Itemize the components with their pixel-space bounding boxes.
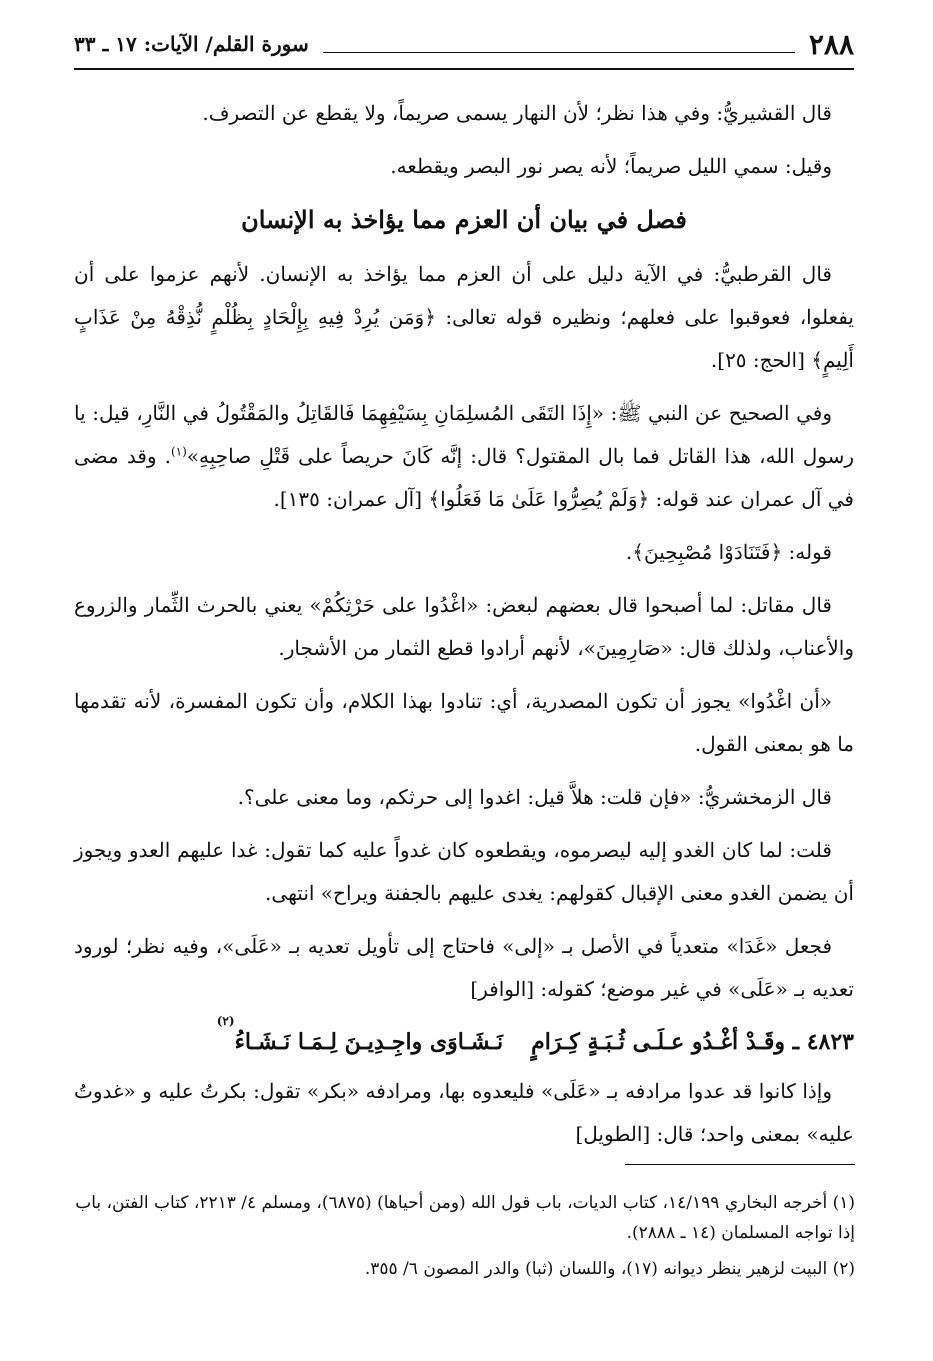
paragraph: قال مقاتل: لما أصبحوا قال بعضهم لبعض: «اغْدُوا على حَرْثِكُمْ» يعني بالحرث الثِّمار والزروع والأعناب، ولذلك قال: «صَارِمِينَ»، لأنهم أرادوا قطع الثمار من الأشجار.: [74, 593, 854, 660]
paragraph: وإذا كانوا قد عدوا مرادفه بـ «عَلَى» فليعدوه بها، ومرادفه «بكر» تقول: بكرتُ عليه و «غدوتُ عليه» بمعنى واحد؛ قال: [الطويل]: [74, 1079, 854, 1146]
main-text: [74, 92, 854, 1156]
page: [74, 20, 854, 1166]
paragraph: قلت: لما كان الغدو إليه ليصرموه، ويقطعوه كان غدواً عليه كما تقول: غدا عليهم العدو ويجوز أن يضمن الغدو معنى الإقبال كقولهم: يغدى عليهم بالجفنة ويراح» انتهى.: [74, 838, 854, 905]
footnote: (٢) البيت لزهير ينظر ديوانه (١٧)، واللسان (ثبا) والدر المصون ٦/ ٣٥٥.: [364, 1259, 855, 1279]
paragraph: فجعل «غَدَا» متعدياً في الأصل بـ «إلى» فاحتاج إلى تأويل تعديه بـ «عَلَى»، وفيه نظر؛ لورود تعديه بـ «عَلَى» في غير موضع؛ كقوله: [الوافر]: [74, 934, 854, 1001]
footnote-ref: (٢): [216, 1014, 235, 1028]
paragraph: قال القرطبيُّ: في الآية دليل على أن العزم مما يؤاخذ به الإنسان. لأنهم عزموا على أن يفعلوا، فعوقبوا على فعلهم؛ ونظيره قوله تعالى: ﴿وَمَن يُرِدْ فِيهِ بِإِلْحَادٍ بِظُلْمٍ نُّذِقْهُ مِنْ عَذَابٍ أَلِيمٍ﴾ [الحج: ٢٥].: [74, 262, 854, 372]
paragraph: قال القشيريُّ: وفي هذا نظر؛ لأن النهار يسمى صريماً، ولا يقطع عن التصرف.: [202, 101, 832, 125]
paragraph-continuation: . وقد مضى في آل عمران عند قوله: ﴿وَلَمْ يُصِرُّوا عَلَىٰ مَا فَعَلُوا﴾ [آل عمران: ١٣٥].: [74, 444, 854, 511]
poem-verse: [74, 1014, 854, 1064]
verse-first-hemistich: ٤٨٢٣ ـ وقَـدْ أغْـدُو عـلَـى ثُـبَـةٍ كِـرَامٍ: [531, 1029, 854, 1055]
paragraph: [74, 392, 854, 521]
page-header: [74, 20, 854, 70]
section-heading: فصل في بيان أن العزم مما يؤاخذ به الإنسان: [241, 205, 687, 234]
hadith-text: وفي الصحيح عن النبي ﷺ: «إِذَا التَقَى المُسلِمَانِ بِسَيْفِهِمَا فَالقَاتِلُ والمَقْتُولُ في النَّارِ، قيل: يا رسول الله، هذا القاتل فما بال المقتول؟ قال: إنَّه كَانَ حريصاً على قَتْلِ صاحِبِهِ»: [74, 401, 854, 468]
paragraph: قوله: ﴿فَتَنَادَوْا مُصْبِحِينَ﴾.: [625, 540, 832, 564]
paragraph: «أن اغْدُوا» يجوز أن تكون المصدرية، أي: تنادوا بهذا الكلام، وأن تكون المفسرة، لأنه تقدمها ما هو بمعنى القول.: [74, 689, 854, 756]
footnote: (١) أخرجه البخاري ١٤/١٩٩، كتاب الديات، باب قول الله (ومن أحياها) (٦٨٧٥)، ومسلم ٤/ ٢٢١٣، كتاب الفتن، باب إذا تواجه المسلمان (١٤ ـ ٢٨٨٨).: [75, 1193, 855, 1243]
verse-second-hemistich: نَـشَـاوَى واجِـدِيـنَ لِـمَـا نَـشَـاءُ: [234, 1029, 504, 1055]
footnote-ref: (١): [170, 444, 187, 459]
paragraph: وقيل: سمي الليل صريماً؛ لأنه يصر نور البصر ويقطعه.: [390, 154, 832, 178]
footnote-divider: [625, 1164, 855, 1165]
footnotes: [75, 1188, 855, 1290]
page-number: ٢٨٨: [808, 27, 854, 61]
header-rule: [323, 52, 795, 53]
running-title: سورة القلم/ الآيات: ١٧ ـ ٣٣: [74, 32, 309, 56]
paragraph: قال الزمخشريُّ: «فإن قلت: هلاَّ قيل: اغدوا إلى حرثكم، وما معنى على؟.: [237, 785, 832, 809]
